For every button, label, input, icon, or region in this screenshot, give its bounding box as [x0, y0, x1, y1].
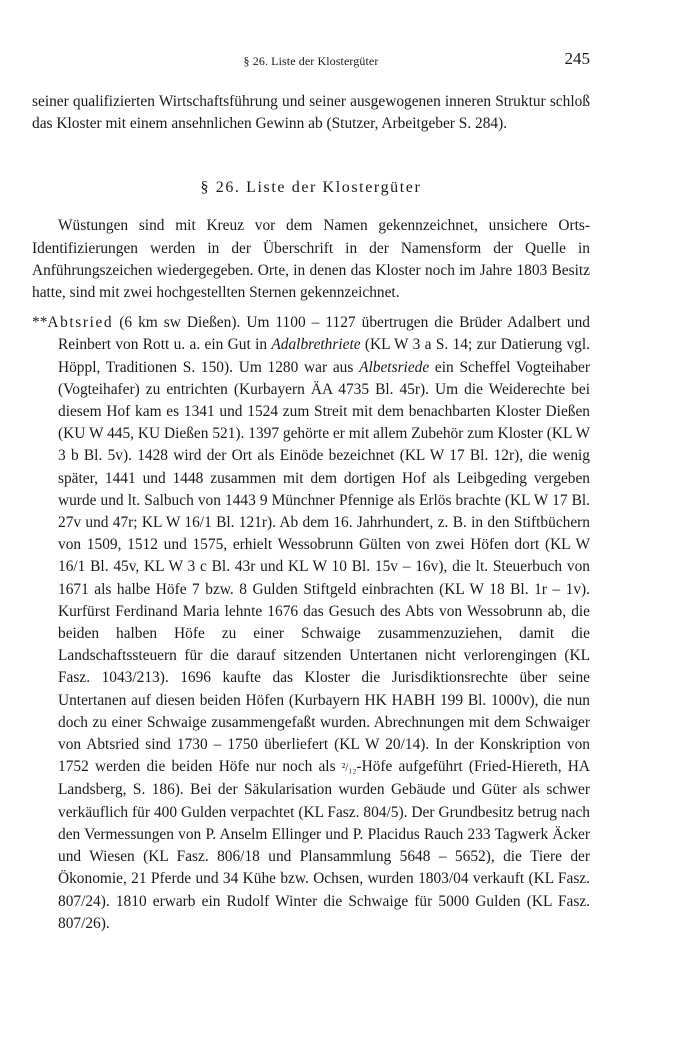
section-intro-paragraph: Wüstungen sind mit Kreuz vor dem Namen gekennzeichnet, unsichere Orts-Identifizierungen werden in der Überschrift in der Namensform der Quelle in Anführungszeichen wiedergegeben. Orte, in denen das Kloster noch im Jahre 1803 Besitz hatte, sind mit zwei hochgestellten Sternen gekennzeichnet. — [32, 217, 590, 302]
entry-text: ein Scheffel Vogteihaber (Vogteihafer) zu entrichten (Kurbayern ÄA 4735 Bl. 45r). Um die Weiderechte bei diesem Hof kam es 1341 und 1524 zum Streit mit dem benachbarten Kloster Dießen (KU W 445, KU Dießen 521). 1397 gehörte er mit allem Zubehör zum Kloster (KL W 3 b Bl. 5v). 1428 wird der Ort als Einöde bezeichnet (KL W 17 Bl. 12r), die wenig später, 1441 und 1448 zusammen mit dem dortigen Hof als Leibgeding vergeben wurde und lt. Salbuch von 1443 9 Münchner Pfennige als Erlös brachte (KL W 17 Bl. 27v und 47r; KL W 16/1 Bl. 121r). Ab dem 16. Jahrhundert, z. B. in den Stiftbüchern von 1509, 1512 und 1575, erhielt Wessobrunn Gülten von zwei Höfen dort (KL W 16/1 Bl. 45v, KL W 3 c Bl. 43r und KL W 10 Bl. 15v – 16v), die lt. Steuerbuch von 1671 als halbe Höfe 7 bzw. 8 Gulden Stiftgeld einbrachten (KL W 18 Bl. 1r – 1v). Kurfürst Ferdinand Maria lehnte 1676 das Gesuch des Abts von Wessobrunn ab, die beiden halben Höfe zu einer Schwaige zusammenzuziehen, damit die Landschaftssteuern für die darauf sitzenden Untertanen nicht verlorengingen (KL Fasz. 1043/213). 1696 kaufte das Kloster die Jurisdiktionsrechte über seine Untertanen auf diesen beiden Höfen (Kurbayern HK HABH 199 Bl. 1000v), die nun doch zu einer Schwaige zusammengefaßt wurden. Abrechnungen mit dem Schwaiger von Abtsried sind 1730 – 1750 überliefert (KL W 20/14). In der Konskription von 1752 werden die beiden Höfe nur noch als — [58, 358, 590, 776]
page-number: 245 — [564, 49, 590, 68]
running-head — [32, 46, 590, 70]
book-page — [32, 46, 590, 935]
entry-place-name: Abtsried — [47, 314, 114, 332]
entry-marker: ** — [32, 314, 48, 332]
entry-text: -Höfe aufgeführt (Fried-Hiereth, HA Landsberg, S. 186). Bei der Säkularisation wurden Gebäude und Güter als schwer verkäuflich für 400 Gulden verpachtet (KL Fasz. 804/5). Der Grundbesitz betrug nach den Vermessungen von P. Anselm Ellinger und P. Placidus Rauch 233 Tagwerk Äcker und Wiesen (KL Fasz. 806/18 und Plansammlung 5648 – 5652), die Tiere der Ökonomie, 21 Pferde und 34 Kühe bzw. Ochsen, wurden 1803/04 verkauft (KL Fasz. 807/24). 1810 erwarb ein Rudolf Winter die Schwaige für 5000 Gulden (KL Fasz. 807/26). — [58, 758, 590, 932]
section-heading: § 26. Liste der Klostergüter — [200, 179, 422, 197]
entry-text: (KL W 3 a S. 14; zur Datierung vgl. Höppl, Traditionen S. 150). Um 1280 war aus — [58, 336, 590, 376]
intro-paragraph: seiner qualifizierten Wirtschaftsführung und seiner ausgewogenen inneren Struktur schloß das Kloster mit einem ansehnlichen Gewinn ab (Stutzer, Arbeitgeber S. 284). — [32, 93, 590, 133]
running-title: § 26. Liste der Klostergüter — [243, 54, 379, 68]
entry-text: (6 km sw Dießen). Um 1100 – 1127 übertrugen die Brüder Adalbert und Reinbert von Rott u. a. ein Gut in — [58, 314, 590, 354]
entry-source-name: Adalbrethriete — [271, 336, 361, 354]
list-entry-abtsried — [32, 312, 590, 935]
entry-source-name: Albetsriede — [359, 358, 430, 376]
entry-fraction: ²/₁₂ — [341, 762, 357, 775]
